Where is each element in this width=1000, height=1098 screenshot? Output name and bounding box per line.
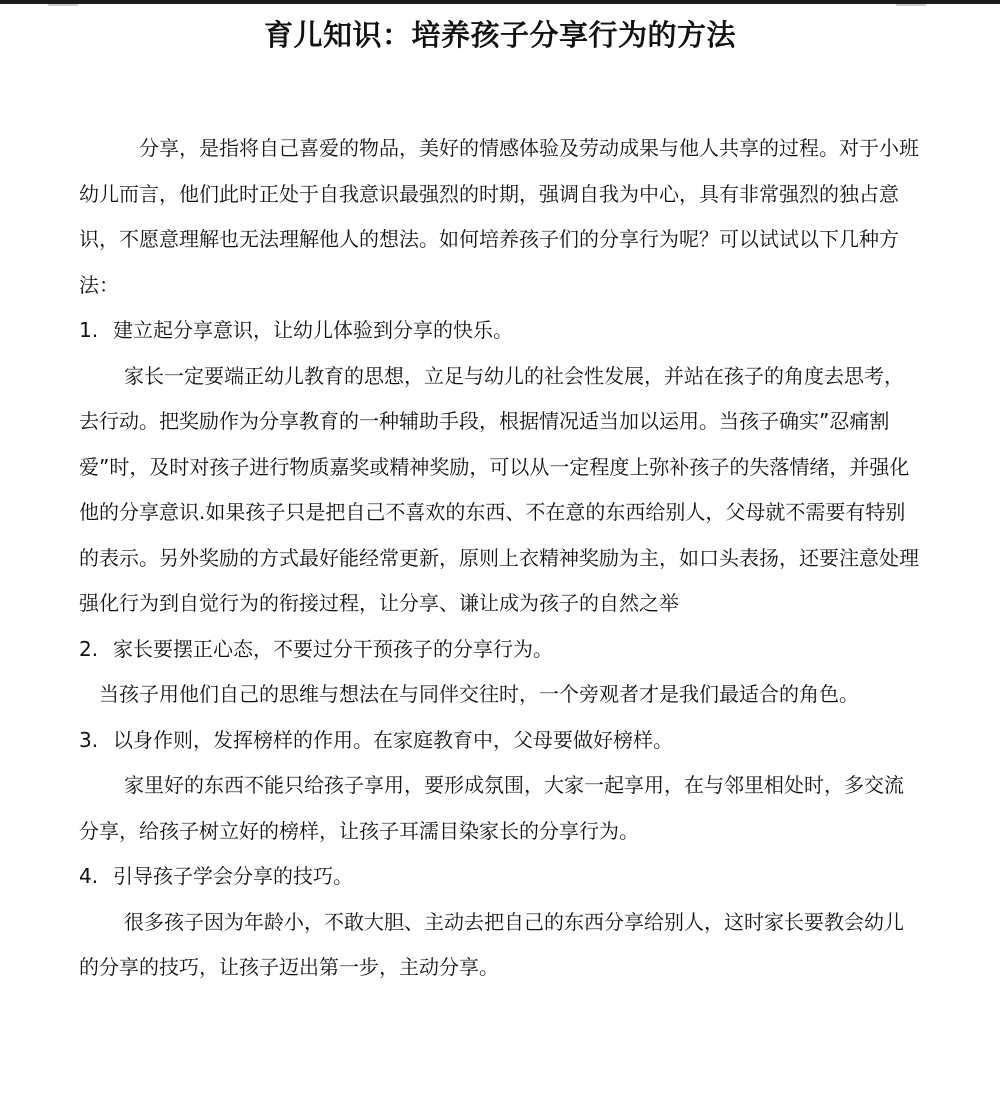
section-3-heading — [79, 718, 921, 764]
section-heading-text: 家长要摆正心态，不要过分干预孩子的分享行为。 — [113, 636, 553, 661]
section-2-paragraph: 当孩子用他们自己的思维与想法在与同伴交往时，一个旁观者才是我们最适合的角色。 — [99, 682, 859, 706]
section-number: 1. — [79, 318, 99, 342]
section-1-heading — [79, 308, 921, 354]
top-edge-mark-left — [48, 4, 78, 6]
top-border — [0, 0, 1000, 4]
section-number: 3. — [79, 727, 99, 752]
section-number: 2. — [79, 636, 99, 661]
section-heading-text: 以身作则，发挥榜样的作用。在家庭教育中，父母要做好榜样。 — [113, 727, 673, 752]
section-1-paragraph: 家长一定要端正幼儿教育的思想，立足与幼儿的社会性发展，并站在孩子的角度去思考，去行动。把奖励作为分享教育的一种辅助手段，根据情况适当加以运用。当孩子确实”忍痛割爱”时，及时对孩子进行物质嘉奖或精神奖励，可以从一定程度上弥补孩子的失落情绪，并强化他的分享意识.如果孩子只是把自己不喜欢的东西、不在意的东西给别人，父母就不需要有特别的表示。另外奖励的方式最好能经常更新，原则上衣精神奖励为主，如口头表扬，还要注意处理强化行为到自觉行为的衔接过程，让分享、谦让成为孩子的自然之举 — [79, 363, 919, 615]
section-2-heading — [79, 627, 921, 673]
section-number: 4. — [79, 864, 99, 888]
section-heading-text: 引导孩子学会分享的技巧。 — [113, 864, 353, 888]
top-edge-mark-right — [896, 4, 926, 6]
section-3-paragraph: 家里好的东西不能只给孩子享用，要形成氛围，大家一起享用，在与邻里相处时，多交流分享，给孩子树立好的榜样，让孩子耳濡目染家长的分享行为。 — [79, 773, 904, 843]
section-heading-text: 建立起分享意识，让幼儿体验到分享的快乐。 — [113, 318, 513, 342]
section-4-heading — [79, 854, 921, 900]
section-4-paragraph: 很多孩子因为年龄小，不敢大胆、主动去把自己的东西分享给别人，这时家长要教会幼儿的分享的技巧，让孩子迈出第一步，主动分享。 — [79, 909, 904, 979]
article-body — [79, 126, 921, 991]
page-title: 育儿知识：培养孩子分享行为的方法 — [263, 18, 736, 52]
intro-paragraph: 分享，是指将自己喜爱的物品，美好的情感体验及劳动成果与他人共享的过程。对于小班幼儿而言，他们此时正处于自我意识最强烈的时期，强调自我为中心，具有非常强烈的独占意识，不愿意理解也无法理解他人的想法。如何培养孩子们的分享行为呢？可以试试以下几种方法： — [79, 136, 919, 297]
